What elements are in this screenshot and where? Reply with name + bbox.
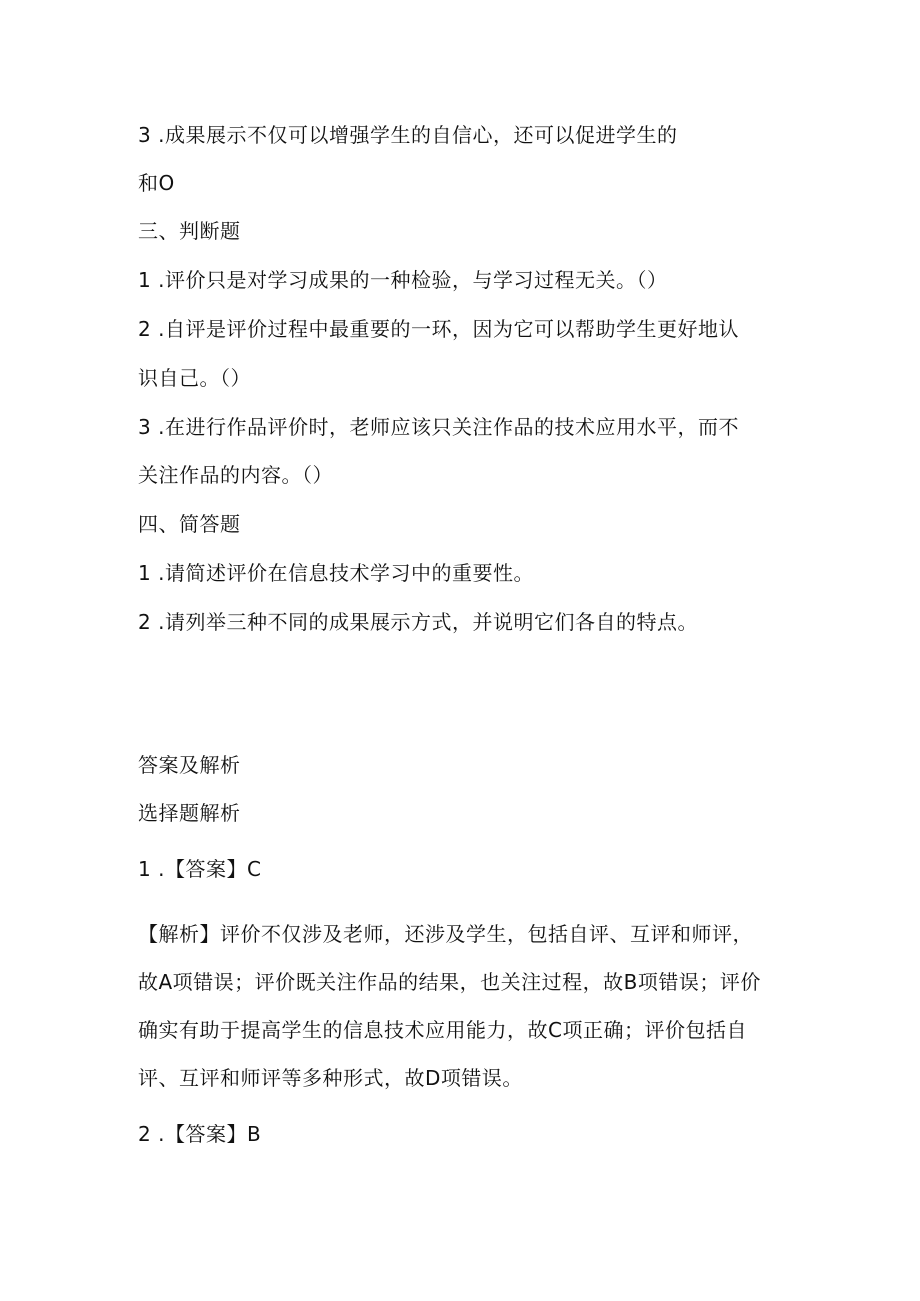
answer-1: 1 .【答案】C	[138, 857, 262, 881]
true-false-question-1: 1 .评价只是对学习成果的一种检验，与学习过程无关。（）	[138, 268, 668, 292]
true-false-question-2-line-2: 识自己。（）	[138, 366, 251, 390]
short-answer-question-1: 1 .请简述评价在信息技术学习中的重要性。	[138, 561, 534, 585]
analysis-1-line-3: 确实有助于提高学生的信息技术应用能力，故C项正确；评价包括自	[138, 1018, 747, 1042]
answers-heading: 答案及解析	[138, 753, 241, 777]
true-false-question-3-line-1: 3 .在进行作品评价时，老师应该只关注作品的技术应用水平，而不	[138, 415, 739, 439]
fill-question-3-line-2: 和O	[138, 171, 175, 195]
fill-question-3-line-1: 3 .成果展示不仅可以增强学生的自信心，还可以促进学生的	[138, 123, 678, 147]
section-heading-short-answer: 四、简答题	[138, 512, 241, 536]
section-heading-true-false: 三、判断题	[138, 219, 241, 243]
analysis-1-line-1: 【解析】评价不仅涉及老师，还涉及学生，包括自评、互评和师评，	[138, 922, 753, 946]
choice-analysis-heading: 选择题解析	[138, 801, 241, 825]
analysis-1-line-4: 评、互评和师评等多种形式，故D项错误。	[138, 1066, 523, 1090]
short-answer-question-2: 2 .请列举三种不同的成果展示方式，并说明它们各自的特点。	[138, 610, 698, 634]
true-false-question-2-line-1: 2 .自评是评价过程中最重要的一环，因为它可以帮助学生更好地认	[138, 317, 739, 341]
answer-2: 2 .【答案】B	[138, 1122, 262, 1146]
analysis-1-line-2: 故A项错误；评价既关注作品的结果，也关注过程，故B项错误；评价	[138, 970, 761, 994]
true-false-question-3-line-2: 关注作品的内容。（）	[138, 463, 333, 487]
